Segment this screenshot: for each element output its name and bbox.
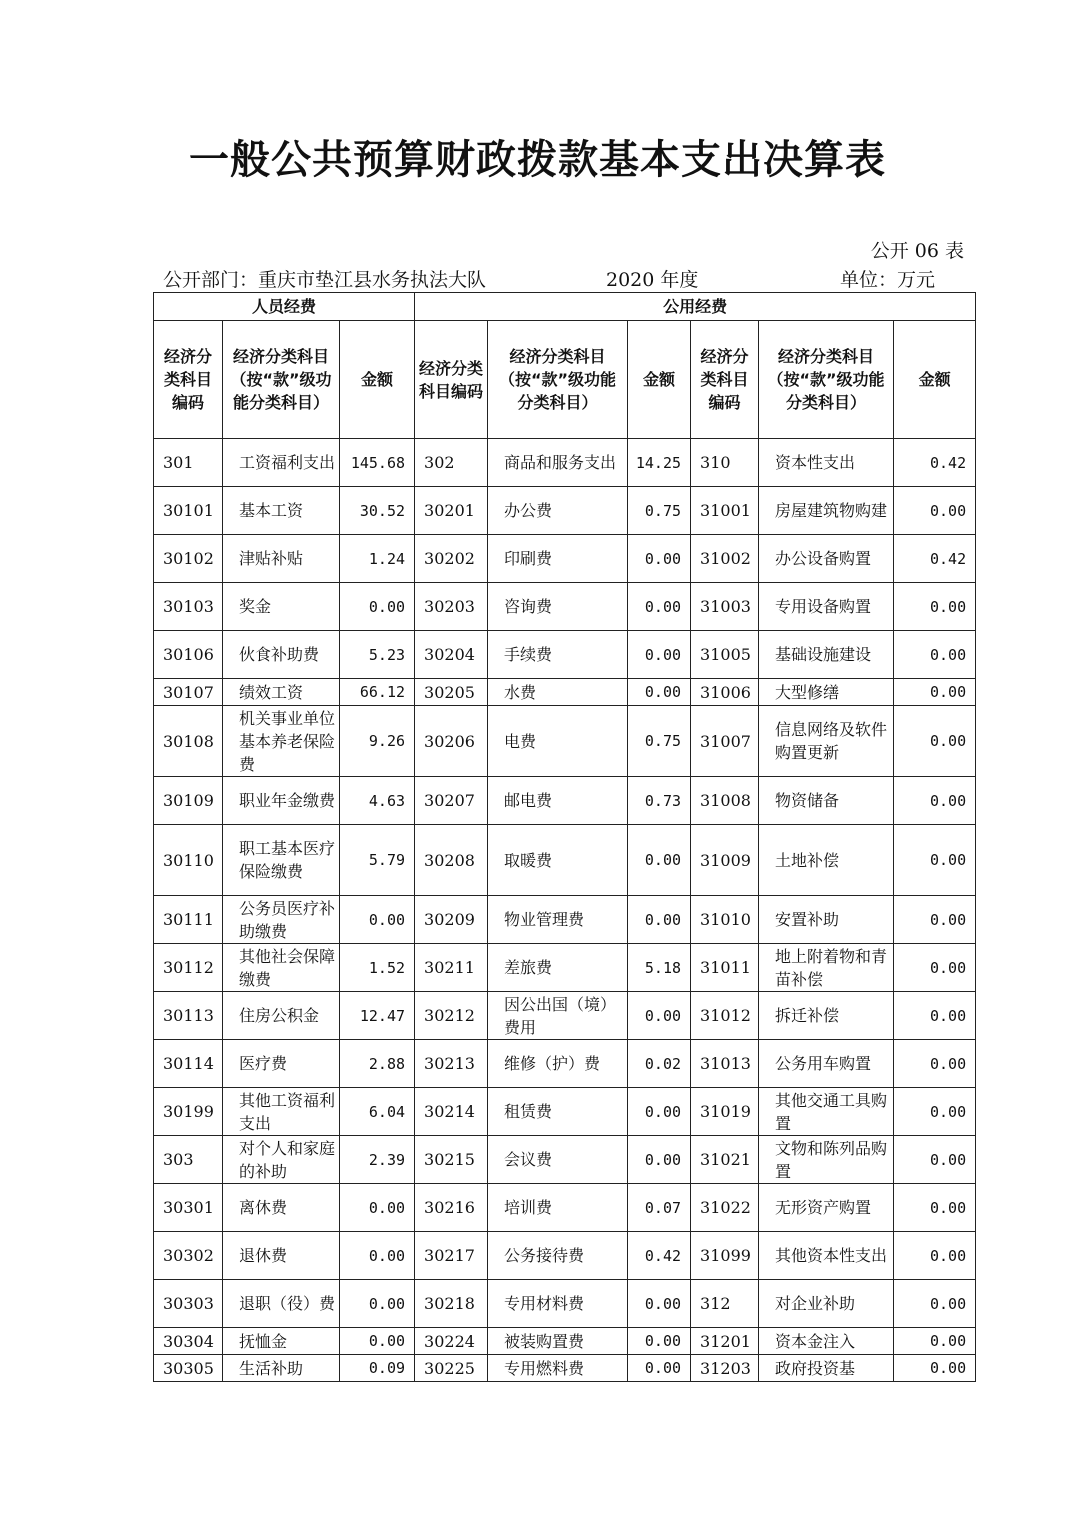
item-name: 住房公积金 — [223, 992, 340, 1040]
item-name: 医疗费 — [223, 1040, 340, 1088]
item-amount: 0.75 — [628, 487, 691, 535]
item-code: 31006 — [691, 679, 759, 706]
item-amount: 0.00 — [628, 1280, 691, 1328]
item-name: 基本工资 — [223, 487, 340, 535]
table-row — [154, 679, 976, 706]
table-row — [154, 992, 976, 1040]
item-amount: 0.00 — [894, 896, 976, 944]
item-name: 奖金 — [223, 583, 340, 631]
item-name: 机关事业单位基本养老保险费 — [223, 706, 340, 777]
item-name: 津贴补贴 — [223, 535, 340, 583]
item-amount: 0.00 — [894, 1040, 976, 1088]
item-amount: 0.00 — [894, 1280, 976, 1328]
table-row — [154, 944, 976, 992]
col-header-name: 经济分类科目（按“款”级功能分类科目） — [759, 321, 894, 439]
fiscal-year: 2020 年度 — [606, 269, 699, 291]
item-name: 政府投资基 — [759, 1355, 894, 1382]
item-amount: 145.68 — [340, 439, 415, 487]
item-name: 生活补助 — [223, 1355, 340, 1382]
table-row — [154, 1280, 976, 1328]
item-code: 31021 — [691, 1136, 759, 1184]
item-amount: 6.04 — [340, 1088, 415, 1136]
item-name: 对企业补助 — [759, 1280, 894, 1328]
item-name: 资本金注入 — [759, 1328, 894, 1355]
item-name: 专用材料费 — [488, 1280, 628, 1328]
item-name: 资本性支出 — [759, 439, 894, 487]
item-amount: 0.07 — [628, 1184, 691, 1232]
item-code: 30203 — [415, 583, 488, 631]
item-name: 拆迁补偿 — [759, 992, 894, 1040]
item-amount: 0.00 — [894, 1355, 976, 1382]
col-header-amount: 金额 — [894, 321, 976, 439]
item-code: 30209 — [415, 896, 488, 944]
item-code: 31001 — [691, 487, 759, 535]
item-amount: 4.63 — [340, 777, 415, 825]
item-name: 专用设备购置 — [759, 583, 894, 631]
item-name: 公务用车购置 — [759, 1040, 894, 1088]
item-amount: 0.42 — [628, 1232, 691, 1280]
item-code: 30211 — [415, 944, 488, 992]
item-amount: 0.00 — [628, 1355, 691, 1382]
item-name: 培训费 — [488, 1184, 628, 1232]
item-code: 30215 — [415, 1136, 488, 1184]
col-header-name: 经济分类科目（按“款”级功能分类科目） — [488, 321, 628, 439]
item-name: 印刷费 — [488, 535, 628, 583]
item-name: 维修（护）费 — [488, 1040, 628, 1088]
item-name: 离休费 — [223, 1184, 340, 1232]
table-row — [154, 1184, 976, 1232]
table-row — [154, 1040, 976, 1088]
item-name: 公务接待费 — [488, 1232, 628, 1280]
department-label: 公开部门：重庆市垫江县水务执法大队 — [163, 269, 487, 291]
item-code: 30303 — [154, 1280, 223, 1328]
item-name: 物资储备 — [759, 777, 894, 825]
item-name: 无形资产购置 — [759, 1184, 894, 1232]
item-amount: 5.23 — [340, 631, 415, 679]
item-name: 商品和服务支出 — [488, 439, 628, 487]
item-amount: 0.00 — [894, 1088, 976, 1136]
item-code: 30207 — [415, 777, 488, 825]
item-name: 其他工资福利支出 — [223, 1088, 340, 1136]
item-name: 基础设施建设 — [759, 631, 894, 679]
item-code: 30217 — [415, 1232, 488, 1280]
item-name: 电费 — [488, 706, 628, 777]
item-amount: 0.00 — [894, 487, 976, 535]
item-code: 30101 — [154, 487, 223, 535]
item-amount: 5.79 — [340, 825, 415, 896]
item-amount: 0.02 — [628, 1040, 691, 1088]
item-name: 因公出国（境）费用 — [488, 992, 628, 1040]
item-code: 302 — [415, 439, 488, 487]
item-name: 邮电费 — [488, 777, 628, 825]
table-body — [154, 439, 976, 1382]
item-code: 30113 — [154, 992, 223, 1040]
item-name: 房屋建筑物购建 — [759, 487, 894, 535]
item-name: 安置补助 — [759, 896, 894, 944]
item-name: 信息网络及软件购置更新 — [759, 706, 894, 777]
table-number: 公开 06 表 — [870, 240, 964, 262]
item-amount: 0.00 — [628, 896, 691, 944]
item-code: 30201 — [415, 487, 488, 535]
item-amount: 1.52 — [340, 944, 415, 992]
item-name: 大型修缮 — [759, 679, 894, 706]
item-name: 手续费 — [488, 631, 628, 679]
item-amount: 0.00 — [894, 631, 976, 679]
item-code: 31099 — [691, 1232, 759, 1280]
item-name: 绩效工资 — [223, 679, 340, 706]
item-amount: 0.00 — [894, 992, 976, 1040]
item-code: 301 — [154, 439, 223, 487]
table-row — [154, 1232, 976, 1280]
item-amount: 0.75 — [628, 706, 691, 777]
item-code: 30109 — [154, 777, 223, 825]
item-name: 其他交通工具购置 — [759, 1088, 894, 1136]
item-code: 30224 — [415, 1328, 488, 1355]
table-row — [154, 535, 976, 583]
item-amount: 0.00 — [628, 992, 691, 1040]
table-row — [154, 1328, 976, 1355]
item-name: 地上附着物和青苗补偿 — [759, 944, 894, 992]
item-amount: 0.00 — [894, 679, 976, 706]
table-row — [154, 631, 976, 679]
table-row — [154, 487, 976, 535]
table-row — [154, 825, 976, 896]
item-amount: 66.12 — [340, 679, 415, 706]
page-title: 一般公共预算财政拨款基本支出决算表 — [189, 137, 886, 183]
item-name: 租赁费 — [488, 1088, 628, 1136]
item-amount: 0.00 — [340, 1328, 415, 1355]
item-code: 31013 — [691, 1040, 759, 1088]
table-row — [154, 777, 976, 825]
item-code: 30213 — [415, 1040, 488, 1088]
item-amount: 0.00 — [894, 1232, 976, 1280]
item-name: 工资福利支出 — [223, 439, 340, 487]
item-code: 31019 — [691, 1088, 759, 1136]
col-header-code: 经济分类科目编码 — [691, 321, 759, 439]
item-code: 30305 — [154, 1355, 223, 1382]
table-row — [154, 1355, 976, 1382]
item-amount: 0.00 — [894, 944, 976, 992]
col-header-amount: 金额 — [340, 321, 415, 439]
item-amount: 0.00 — [340, 896, 415, 944]
col-header-name: 经济分类科目（按“款”级功能分类科目） — [223, 321, 340, 439]
item-code: 31008 — [691, 777, 759, 825]
item-code: 303 — [154, 1136, 223, 1184]
item-name: 退休费 — [223, 1232, 340, 1280]
item-name: 差旅费 — [488, 944, 628, 992]
table-row — [154, 1136, 976, 1184]
item-code: 30304 — [154, 1328, 223, 1355]
item-amount: 0.00 — [340, 1280, 415, 1328]
item-name: 其他资本性支出 — [759, 1232, 894, 1280]
item-code: 30112 — [154, 944, 223, 992]
item-code: 31007 — [691, 706, 759, 777]
item-amount: 0.00 — [628, 1328, 691, 1355]
item-amount: 0.00 — [628, 535, 691, 583]
expenditure-table — [153, 292, 976, 1382]
item-code: 310 — [691, 439, 759, 487]
item-code: 31009 — [691, 825, 759, 896]
item-code: 31022 — [691, 1184, 759, 1232]
item-name: 取暖费 — [488, 825, 628, 896]
item-amount: 0.00 — [894, 706, 976, 777]
item-amount: 9.26 — [340, 706, 415, 777]
item-code: 30102 — [154, 535, 223, 583]
item-name: 职工基本医疗保险缴费 — [223, 825, 340, 896]
item-amount: 1.24 — [340, 535, 415, 583]
item-amount: 2.39 — [340, 1136, 415, 1184]
table-row — [154, 896, 976, 944]
item-amount: 0.73 — [628, 777, 691, 825]
item-code: 31003 — [691, 583, 759, 631]
item-amount: 30.52 — [340, 487, 415, 535]
item-code: 31011 — [691, 944, 759, 992]
item-code: 30206 — [415, 706, 488, 777]
col-header-code: 经济分类科目编码 — [415, 321, 488, 439]
col-header-amount: 金额 — [628, 321, 691, 439]
item-name: 伙食补助费 — [223, 631, 340, 679]
table-row — [154, 1088, 976, 1136]
item-amount: 5.18 — [628, 944, 691, 992]
item-name: 水费 — [488, 679, 628, 706]
item-amount: 0.00 — [894, 1328, 976, 1355]
item-name: 对个人和家庭的补助 — [223, 1136, 340, 1184]
item-code: 31002 — [691, 535, 759, 583]
item-amount: 0.00 — [894, 1136, 976, 1184]
item-name: 办公设备购置 — [759, 535, 894, 583]
item-code: 30301 — [154, 1184, 223, 1232]
item-amount: 0.09 — [340, 1355, 415, 1382]
item-code: 31010 — [691, 896, 759, 944]
item-name: 会议费 — [488, 1136, 628, 1184]
item-code: 30212 — [415, 992, 488, 1040]
item-code: 30205 — [415, 679, 488, 706]
item-amount: 0.00 — [628, 825, 691, 896]
item-code: 30216 — [415, 1184, 488, 1232]
item-code: 30110 — [154, 825, 223, 896]
item-amount: 0.00 — [340, 583, 415, 631]
item-code: 30107 — [154, 679, 223, 706]
item-name: 咨询费 — [488, 583, 628, 631]
item-code: 30111 — [154, 896, 223, 944]
item-code: 30202 — [415, 535, 488, 583]
item-code: 30208 — [415, 825, 488, 896]
item-amount: 0.42 — [894, 535, 976, 583]
item-code: 30199 — [154, 1088, 223, 1136]
unit-label: 单位：万元 — [840, 269, 936, 291]
item-code: 31005 — [691, 631, 759, 679]
item-name: 退职（役）费 — [223, 1280, 340, 1328]
item-amount: 0.00 — [628, 631, 691, 679]
item-code: 30204 — [415, 631, 488, 679]
item-code: 31012 — [691, 992, 759, 1040]
item-amount: 0.00 — [894, 1184, 976, 1232]
item-amount: 0.00 — [628, 679, 691, 706]
item-code: 30214 — [415, 1088, 488, 1136]
item-name: 抚恤金 — [223, 1328, 340, 1355]
item-name: 专用燃料费 — [488, 1355, 628, 1382]
item-name: 被装购置费 — [488, 1328, 628, 1355]
item-code: 30218 — [415, 1280, 488, 1328]
item-code: 30225 — [415, 1355, 488, 1382]
item-code: 30114 — [154, 1040, 223, 1088]
item-amount: 0.00 — [340, 1184, 415, 1232]
item-name: 土地补偿 — [759, 825, 894, 896]
group-header-personnel: 人员经费 — [154, 293, 415, 321]
item-name: 文物和陈列品购置 — [759, 1136, 894, 1184]
table-row — [154, 439, 976, 487]
item-amount: 2.88 — [340, 1040, 415, 1088]
item-amount: 0.42 — [894, 439, 976, 487]
item-amount: 0.00 — [894, 777, 976, 825]
item-name: 公务员医疗补助缴费 — [223, 896, 340, 944]
item-name: 其他社会保障缴费 — [223, 944, 340, 992]
item-amount: 0.00 — [628, 1136, 691, 1184]
item-amount: 0.00 — [894, 825, 976, 896]
item-amount: 0.00 — [628, 1088, 691, 1136]
item-code: 31203 — [691, 1355, 759, 1382]
item-name: 办公费 — [488, 487, 628, 535]
item-code: 30103 — [154, 583, 223, 631]
item-amount: 12.47 — [340, 992, 415, 1040]
item-amount: 0.00 — [340, 1232, 415, 1280]
item-amount: 0.00 — [894, 583, 976, 631]
item-amount: 14.25 — [628, 439, 691, 487]
item-amount: 0.00 — [628, 583, 691, 631]
item-name: 物业管理费 — [488, 896, 628, 944]
group-header-public: 公用经费 — [415, 293, 976, 321]
col-header-code: 经济分类科目编码 — [154, 321, 223, 439]
item-code: 30302 — [154, 1232, 223, 1280]
table-row — [154, 706, 976, 777]
item-code: 30106 — [154, 631, 223, 679]
item-code: 30108 — [154, 706, 223, 777]
item-code: 312 — [691, 1280, 759, 1328]
table-row — [154, 583, 976, 631]
item-name: 职业年金缴费 — [223, 777, 340, 825]
item-code: 31201 — [691, 1328, 759, 1355]
